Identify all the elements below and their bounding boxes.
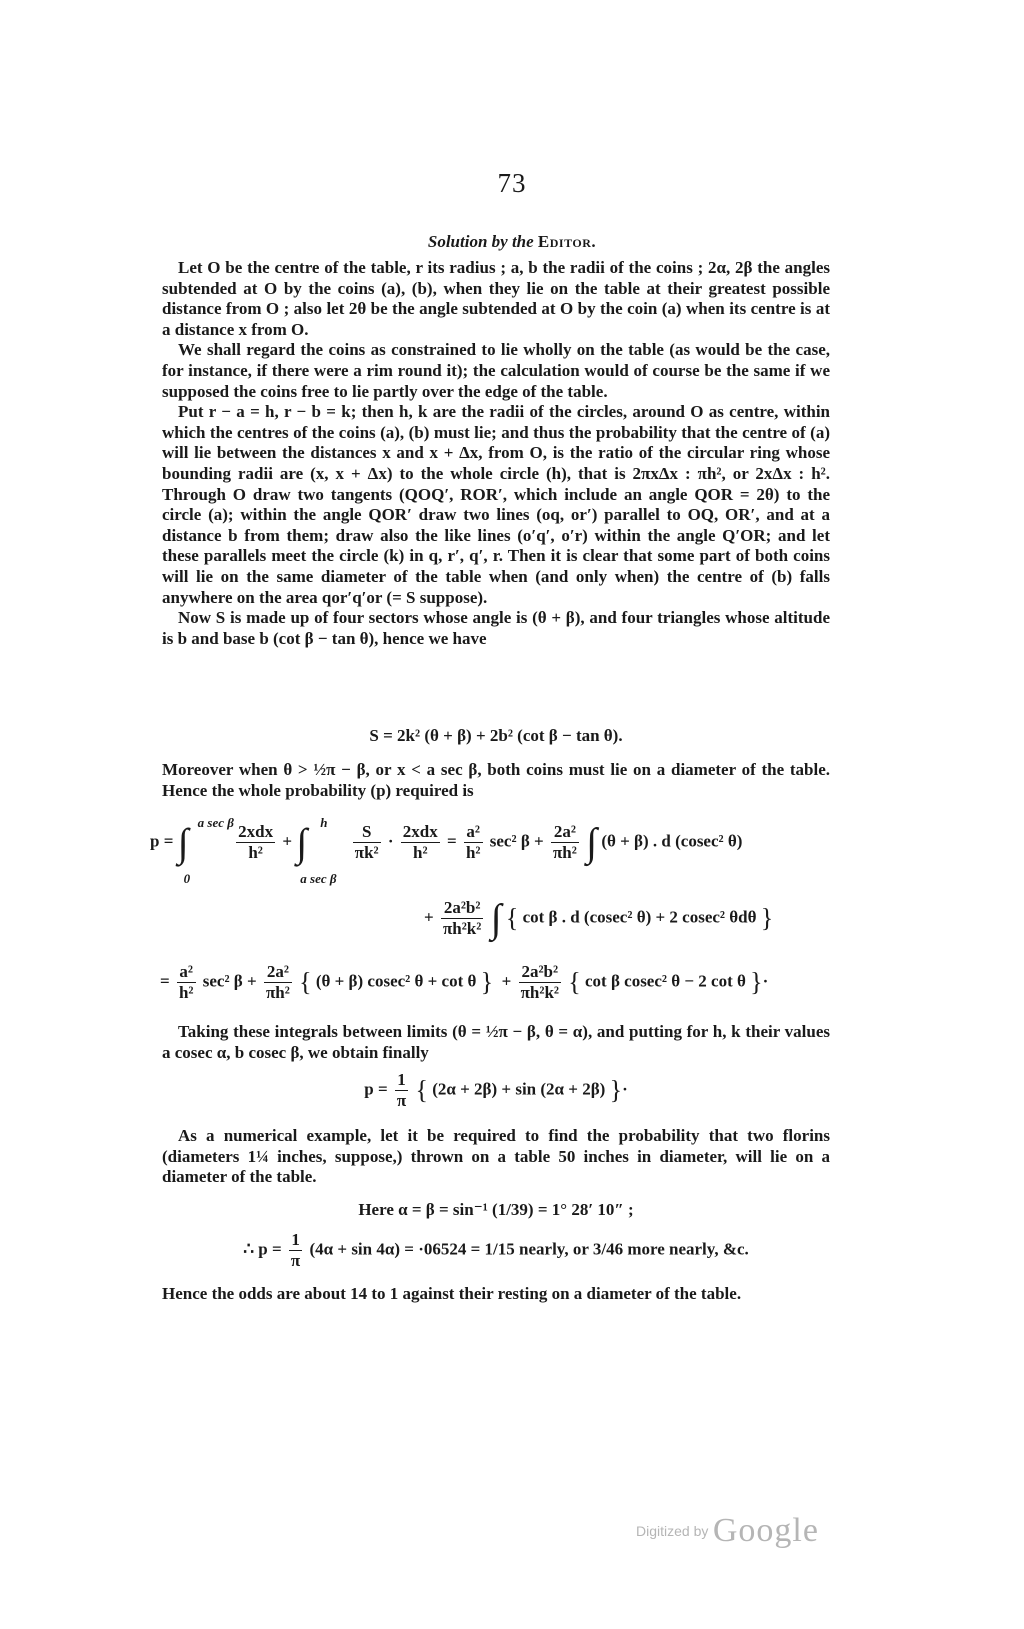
l3-frac-2: $\frac{\text{2a²}}{\text{πh²}}$	[265, 962, 290, 1002]
int2-upper: h	[320, 814, 328, 830]
taking-block	[162, 1022, 830, 1063]
integral-line-3: = $\frac{\text{a²}}{\text{h²}}$ sec² β + $\frac{\text{2a²}}{\text{πh²}}$ { (θ + β) cosec² θ + cot θ } + $\frac{\text{2a²b²}}{\text{πh²k²}}$ { cot β cosec² θ − 2 cot θ }·	[160, 962, 769, 1002]
paragraph-moreover: Moreover when θ > ½π − β, or x < a sec β, both coins must lie on a diameter of the table. Hence the whole probability (p) required is	[162, 760, 830, 800]
paragraph-odds: Hence the odds are about 14 to 1 against their resting on a diameter of the table.	[162, 1284, 742, 1303]
heading-prefix: Solution by the	[427, 232, 534, 251]
frac-3: $\frac{\text{2xdx}}{\text{h²}}$	[402, 822, 438, 862]
paragraph-numerical: As a numerical example, let it be required to find the probability that two florins (diameters 1¼ inches, suppose,) thrown on a table 50 inches in diameter, will lie on a diameter of the table.	[162, 1126, 830, 1187]
right-brace-1: }	[760, 903, 774, 933]
body-text-top	[162, 258, 830, 649]
frac-6: $\frac{\text{2a²b²}}{\text{πh²k²}}$	[442, 898, 482, 938]
left-brace-1: {	[505, 903, 519, 933]
plus-1: +	[282, 831, 293, 851]
l3-frac-1: $\frac{\text{a²}}{\text{h²}}$	[178, 962, 194, 1002]
frac-5: $\frac{\text{2a²}}{\text{πh²}}$	[552, 822, 577, 862]
frac-1: $\frac{\text{2xdx}}{\text{h²}}$	[238, 822, 274, 862]
heading-name: Editor.	[537, 232, 597, 251]
l3-frac-3: $\frac{\text{2a²b²}}{\text{πh²k²}}$	[520, 962, 559, 1002]
paragraph-2: We shall regard the coins as constrained to lie wholly on the table (as would be the case, for instance, if there were a rim round it); the calculation would of course be the same if we supposed the coins free to lie partly over the edge of the table.	[162, 340, 830, 401]
integral-sign-1: ∫	[177, 819, 189, 865]
int1-upper: a sec β	[197, 814, 234, 830]
frac-4: $\frac{\text{a²}}{\text{h²}}$	[465, 822, 481, 862]
int2-lower: a sec β	[300, 870, 337, 886]
int3-body: (θ + β) . d (cosec² θ)	[601, 831, 743, 851]
l3-body-1: (θ + β) cosec² θ + cot θ	[315, 971, 477, 991]
therefore-equation: ∴ p = $\frac{1}{\pi}$ (4α + sin 4α) = ·06524 = 1/15 nearly, or 3/46 more nearly, &c.	[243, 1230, 749, 1270]
odds-block	[162, 1284, 830, 1305]
integral-sign-4: ∫	[490, 895, 502, 941]
equation-s: S = 2k² (θ + β) + 2b² (cot β − tan θ).	[369, 726, 623, 745]
integral-line-2: + $\frac{\text{2a²b²}}{\text{πh²k²}}$ ∫ { cot β . d (cosec² θ) + 2 cosec² θdθ }	[424, 895, 774, 941]
l3-sec: sec² β +	[202, 971, 257, 991]
sec-term: sec² β +	[489, 831, 544, 851]
frac-2: $\frac{S}{\text{πk²}}$	[354, 822, 379, 862]
p-equals: p =	[150, 831, 174, 851]
integral-sign-3: ∫	[586, 819, 598, 865]
paragraph-3: Put r − a = h, r − b = k; then h, k are the radii of the circles, around O as centre, within which the centres of the coins (a), (b) must lie; and thus the probability that the centre of (a) will lie between the distances x and x + Δx, from O, is the ratio of the circular ring whose bounding radii are (x, x + Δx) to the whole circle (h), that is 2πxΔx : πh², or 2xΔx : h². Through O draw two tangents (QOQ′, ROR′, which include an angle QOR = 2θ) to the circle (a); within the angle QOR′ draw two lines (oq, or′) parallel to OQ, OR′, and at a distance b from them; draw also the like lines (o′q′, o′r) within the angle Q′OR; and let these parallels meet the circle (k) in q, r′, q′, r. Then it is clear that some part of both coins will lie on the same diameter of the table when (and only when) the centre of (b) falls anywhere on the area qor′q′or (= S suppose).	[162, 402, 830, 607]
int4-body: cot β . d (cosec² θ) + 2 cosec² θdθ	[522, 907, 757, 927]
final-equation: p = $\frac{1}{\pi}$ { (2α + 2β) + sin (2α + 2β) }·	[364, 1070, 628, 1110]
dot: ·	[387, 831, 394, 851]
page-number: 73	[497, 168, 527, 198]
digitized-watermark: Digitized by Google	[636, 1512, 819, 1549]
paragraph-1: Let O be the centre of the table, r its radius ; a, b the radii of the coins ; 2α, 2β the angles subtended at O by the coins (a), (b), when they lie on the table at their greatest possible distance from O ; also let 2θ be the angle subtended at O by the coin (a) when its centre is at a distance x from O.	[162, 258, 830, 339]
here-equation: Here α = β = sin⁻¹ (1/39) = 1° 28′ 10″ ;	[358, 1200, 634, 1219]
final-eq-body: (2α + 2β) + sin (2α + 2β)	[432, 1079, 606, 1099]
l3-body-2: cot β cosec² θ − 2 cot θ	[584, 971, 746, 991]
paragraph-4: Now S is made up of four sectors whose angle is (θ + β), and four triangles whose altitude is b and base b (cot β − tan θ), hence we have	[162, 608, 830, 648]
integral-line-1	[150, 814, 743, 892]
paragraph-taking: Taking these integrals between limits (θ = ½π − β, θ = α), and putting for h, k their values a cosec α, b cosec β, we obtain finally	[162, 1022, 830, 1062]
int1-lower: 0	[183, 870, 191, 886]
therefore-body: (4α + sin 4α) = ·06524 = 1/15 nearly, or 3/46 more nearly, &c.	[309, 1239, 749, 1259]
integral-sign-2: ∫	[296, 819, 308, 865]
moreover-block	[162, 760, 830, 801]
numerical-block	[162, 1126, 830, 1188]
equals-1: =	[447, 831, 457, 851]
section-heading	[0, 232, 1024, 252]
